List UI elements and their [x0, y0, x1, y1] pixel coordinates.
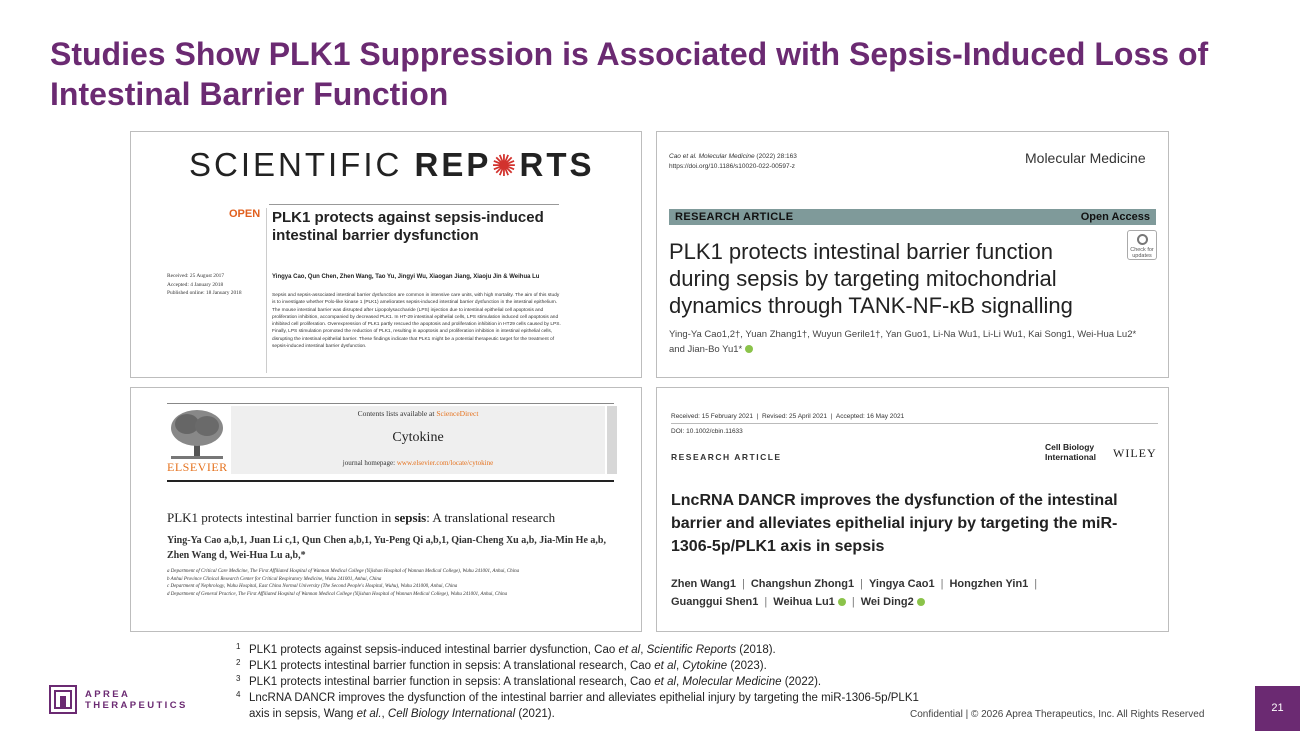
author: Hongzhen Yin1 [949, 578, 1029, 590]
affiliation-b: b Anhui Province Clinical Research Center for Critical Respiratory Medicine, Wuhu 241001, Anhui, China [167, 576, 382, 582]
divider [266, 208, 267, 373]
footnote-year: (2023). [727, 660, 767, 672]
open-access-label: Open Access [1080, 211, 1150, 223]
cell-biology-international-article-image [656, 387, 1169, 632]
citation-year: (2022) 28:163 [754, 153, 797, 160]
gear-icon: ✺ [491, 150, 520, 183]
article-dates: Received: 15 February 2021 | Revised: 25 April 2021 | Accepted: 16 May 2021 [671, 413, 905, 420]
footnote-year: (2018). [736, 644, 776, 656]
journal-logo-line2: International [1045, 452, 1097, 462]
check-for-updates-badge [1127, 230, 1157, 260]
footnote-text: PLK1 protects against sepsis-induced intestinal barrier dysfunction, Cao [249, 644, 619, 656]
footnote-etal: et al [654, 676, 677, 688]
author: Changshun Zhong1 [750, 578, 855, 590]
divider [167, 403, 614, 404]
article-abstract: Sepsis and sepsis-associated intestinal barrier dysfunction are common in intensive care units, with high mortality. The aim of this study is to investigate whether Polo-like kinase 1 (PLK1) ameliorates sepsis-induced intestinal barrier dysfunction in the intestinal epithelium. The mouse intestinal barrier was disrupted after Lipopolysaccharide (LPS) injection due to intestinal epithelial cell apoptosis and proliferation inhibition, accompanied by decreased PLK1. In HT-29 intestinal epithelial cells, LPS stimulation induced cell apoptosis and inhibited cell proliferation. Overexpression of PLK1 partly rescued the apoptosis and proliferation inhibition in HT29 cells caused by LPS. Finally, LPS stimulation promoted the reduction of PLK1, resulting in apoptosis and proliferation inhibition in intestinal epithelial cells, disrupting the intestinal epithelial barrier. These findings indicate that PLK1 might be a potential therapeutic target for the treatment of sepsis-induced intestinal barrier dysfunction. [272, 293, 561, 350]
article-type-label: RESEARCH ARTICLE [671, 452, 782, 462]
article-title: LncRNA DANCR improves the dysfunction of the intestinal barrier and alleviates epithelial injury by targeting the miR-1306-5p/PLK1 axis in sepsis [671, 492, 1118, 555]
home-prefix: journal homepage: [342, 459, 397, 467]
footnote-etal: et al [654, 660, 677, 672]
title-part-b: sepsis [394, 510, 427, 525]
revised-date: Revised: 25 April 2021 [761, 413, 827, 420]
avail-prefix: Contents lists available at [357, 409, 437, 418]
affiliation-d: d Department of General Practice, The First Affiliated Hospital of Wannan Medical College (Yijishan Hospital of Wannan Medical College), Wuhu 241001, Anhui, China [167, 591, 508, 597]
orcid-icon [745, 345, 753, 353]
footnote-number: 4 [236, 690, 241, 699]
article-title: PLK1 protects intestinal barrier function during sepsis by targeting mitochondrial dynamics through TANK-NF-κB signalling [669, 239, 1073, 318]
cell-biology-international-logo [1045, 442, 1096, 462]
article-type-bar [669, 209, 1156, 225]
author: Yingya Cao1 [868, 578, 935, 590]
author-affiliations [167, 568, 627, 598]
journal-homepage [231, 459, 605, 467]
footnote-separator: , [676, 660, 683, 672]
footnote-number: 3 [236, 674, 241, 683]
title-part-a: PLK1 protects intestinal barrier function in [167, 510, 395, 525]
orcid-icon [838, 598, 846, 606]
footnote-number: 2 [236, 658, 241, 667]
article-authors [669, 327, 1149, 357]
contents-available [231, 409, 605, 418]
journal-cover-thumbnail [607, 406, 617, 474]
check-updates-icon [1137, 234, 1148, 245]
elsevier-logo-text: ELSEVIER [167, 460, 228, 474]
article-title: PLK1 protects against sepsis-induced intestinal barrier dysfunction [272, 209, 544, 244]
article-doi: DOI: 10.1002/cbin.11633 [671, 428, 743, 435]
footnote-separator: , [381, 708, 388, 720]
logo-line2: THERAPEUTICS [85, 700, 188, 711]
sr-logo-text-c: RTS [519, 146, 595, 183]
sciencedirect-link: ScienceDirect [436, 409, 479, 418]
authors-text: Ying-Ya Cao1,2†, Yuan Zhang1†, Wuyun Gerile1†, Yan Guo1, Li-Na Wu1, Li-Li Wu1, Kai Song1, Wei-Hua Lu2* and Jian-Bo Yu1* [669, 329, 1137, 355]
sr-logo-text-a: SCIENTIFIC [189, 146, 415, 183]
footnote [236, 690, 936, 722]
footnote-journal: Cytokine [682, 660, 728, 672]
author: Zhen Wang1 [671, 578, 736, 590]
sr-logo-text-b: REP [414, 146, 492, 183]
aprea-logo-icon [49, 685, 77, 714]
article-type-label: RESEARCH ARTICLE [675, 211, 794, 223]
scientific-reports-logo [189, 146, 595, 184]
footnote-etal: et al [618, 644, 641, 656]
slide-title: Studies Show PLK1 Suppression is Associated with Sepsis-Induced Loss of Intestinal Barrier Function [50, 36, 1209, 112]
aprea-logo-text [85, 689, 188, 711]
accepted-date: Accepted: 4 January 2018 [167, 281, 224, 288]
footnote-journal: Molecular Medicine [682, 676, 782, 688]
article-title [167, 510, 627, 526]
orcid-icon [917, 598, 925, 606]
citation-doi: https://doi.org/10.1186/s10020-022-00597-z [669, 163, 795, 170]
check-updates-line1: Check for [1130, 247, 1154, 253]
molecular-medicine-article-image [656, 131, 1169, 378]
footnote [236, 658, 936, 674]
logo-line1: APREA [85, 689, 131, 700]
published-date: Published online: 18 January 2018 [167, 290, 242, 296]
article-dates [167, 272, 267, 298]
author: Wei Ding2 [860, 596, 914, 608]
open-access-label: OPEN [229, 208, 261, 220]
footnote [236, 674, 936, 690]
divider [671, 423, 1158, 424]
journal-logo-line1: Cell Biology [1045, 442, 1095, 452]
accepted-date: Accepted: 16 May 2021 [835, 413, 905, 420]
footnote-year: (2022). [781, 676, 822, 688]
received-date: Received: 15 February 2021 [671, 413, 754, 420]
received-date: Received: 25 August 2017 [167, 273, 225, 279]
journal-name: Cytokine [392, 430, 444, 445]
wiley-logo-text: WILEY [1113, 446, 1157, 460]
cytokine-article-image [130, 387, 642, 632]
divider [269, 204, 559, 205]
footnote-separator: , [676, 676, 683, 688]
footnote-journal: Cell Biology International [387, 708, 516, 720]
citation-header [669, 152, 909, 172]
confidential-footer: Confidential | © 2026 Aprea Therapeutics, Inc. All Rights Reserved [910, 709, 1205, 720]
footnote-separator: , [640, 644, 647, 656]
journal-name: Molecular Medicine [1025, 150, 1146, 166]
footnote-text: LncRNA DANCR improves the dysfunction of the intestinal barrier and alleviates epithelial injury by targeting the miR-1306-5p/PLK1 axis in sepsis, Wang [249, 692, 919, 720]
title-part-c: : A translational research [426, 510, 556, 525]
journal-header-box [231, 406, 605, 474]
footnote-number: 1 [236, 642, 241, 651]
page-number: 21 [1255, 686, 1300, 731]
footnote-text: PLK1 protects intestinal barrier function in sepsis: A translational research, Cao [249, 660, 655, 672]
footnote [236, 642, 936, 658]
author: Guanggui Shen1 [671, 596, 759, 608]
article-authors: Zhen Wang1 | Changshun Zhong1 | Yingya Cao1 | Hongzhen Yin1 | Guanggui Shen1 | Weihua Lu1 | Wei Ding2 [671, 578, 1038, 608]
scientific-reports-article-image [130, 131, 642, 378]
footnote-journal: Scientific Reports [646, 644, 737, 656]
footnote-etal: et al. [356, 708, 382, 720]
divider [167, 480, 614, 482]
footnote-year: (2021). [515, 708, 555, 720]
affiliation-c: c Department of Nephrology, Wuhu Hospital, East China Normal University (The Second People's Hospital, Wuhu), Wuhu 241000, Anhui, China [167, 584, 458, 590]
citation-journal: Cao et al. Molecular Medicine [669, 153, 755, 160]
check-updates-line2: updates [1132, 252, 1152, 259]
affiliation-a: a Department of Critical Care Medicine, The First Affiliated Hospital of Wannan Medical College (Yijishan Hospital of Wannan Medical College), Wuhu 241001, Anhui, China [167, 569, 520, 574]
footnotes [236, 642, 936, 722]
author: Weihua Lu1 [773, 596, 835, 608]
article-authors: Ying-Ya Cao a,b,1, Juan Li c,1, Qun Chen a,b,1, Yu-Peng Qi a,b,1, Qian-Cheng Xu a,b, Jia-Min He a,b, Zhen Wang d, Wei-Hua Lu a,b,* [167, 535, 606, 561]
homepage-link: www.elsevier.com/locate/cytokine [396, 459, 494, 467]
footnote-text: PLK1 protects intestinal barrier function in sepsis: A translational research, Cao [249, 676, 655, 688]
article-authors: Yingya Cao, Qun Chen, Zhen Wang, Tao Yu, Jingyi Wu, Xiaogan Jiang, Xiaoju Jin & Weihua Lu [272, 274, 540, 280]
